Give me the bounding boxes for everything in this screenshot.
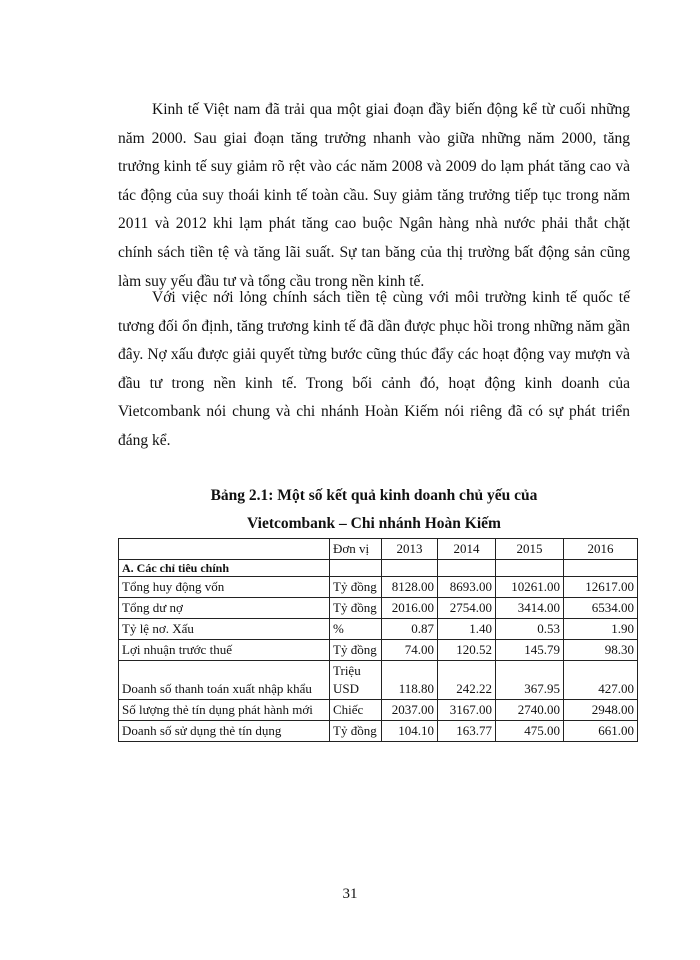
row-label: Số lượng thẻ tín dụng phát hành mới [119, 700, 330, 721]
row-value: 120.52 [438, 640, 496, 661]
table-row [119, 700, 638, 721]
row-value: 163.77 [438, 721, 496, 742]
table-row [119, 619, 638, 640]
row-value: 1.40 [438, 619, 496, 640]
row-unit: Tỷ đồng [330, 577, 382, 598]
row-label: Tỷ lệ nơ. Xấu [119, 619, 330, 640]
row-value: 2740.00 [496, 700, 564, 721]
page-number: 31 [342, 886, 358, 902]
row-value: 2037.00 [382, 700, 438, 721]
row-value: 104.10 [382, 721, 438, 742]
row-value: 475.00 [496, 721, 564, 742]
row-value: 3167.00 [438, 700, 496, 721]
header-year-2014: 2014 [438, 539, 496, 560]
paragraph-1: Kinh tế Việt nam đã trải qua một giai đoạn đầy biến động kể từ cuối những năm 2000. Sau giai đoạn tăng trưởng nhanh vào giữa những năm 2000, tăng trưởng kinh tế suy giảm rõ rệt vào các năm 2008 và 2009 do lạm phát tăng cao và tác động của suy thoái kinh tế toàn cầu. Suy giảm tăng trưởng tiếp tục trong năm 2011 và 2012 khi lạm phát tăng cao buộc Ngân hàng nhà nước phải thắt chặt chính sách tiền tệ và tăng lãi suất. Sự tan băng của thị trường bất động sản cũng làm suy yếu đầu tư và tổng cầu trong nền kinh tế. [118, 101, 630, 290]
header-year-2016: 2016 [564, 539, 638, 560]
row-unit: Tỷ đồng [330, 640, 382, 661]
table-caption-line-1: Bảng 2.1: Một số kết quả kinh doanh chủ yếu của [210, 487, 538, 504]
row-value: 661.00 [564, 721, 638, 742]
row-value: 118.80 [382, 661, 438, 700]
row-value: 6534.00 [564, 598, 638, 619]
row-unit: Tỷ đồng [330, 598, 382, 619]
row-label: Doanh số sử dụng thẻ tín dụng [119, 721, 330, 742]
section-title: A. Các chỉ tiêu chính [119, 560, 330, 577]
section-row [119, 560, 638, 577]
row-value: 3414.00 [496, 598, 564, 619]
table-row [119, 721, 638, 742]
row-value: 242.22 [438, 661, 496, 700]
table-row [119, 577, 638, 598]
table-row [119, 598, 638, 619]
row-value: 74.00 [382, 640, 438, 661]
table-row [119, 640, 638, 661]
row-value: 2754.00 [438, 598, 496, 619]
header-year-2013: 2013 [382, 539, 438, 560]
row-value: 10261.00 [496, 577, 564, 598]
row-value: 145.79 [496, 640, 564, 661]
table-row [119, 661, 638, 700]
row-value: 1.90 [564, 619, 638, 640]
row-value: 8128.00 [382, 577, 438, 598]
row-label: Tổng huy động vốn [119, 577, 330, 598]
table-header-row [119, 539, 638, 560]
table-caption-line-2: Vietcombank – Chi nhánh Hoàn Kiếm [247, 515, 501, 532]
row-unit: Chiếc [330, 700, 382, 721]
row-value: 8693.00 [438, 577, 496, 598]
row-value: 98.30 [564, 640, 638, 661]
header-year-2015: 2015 [496, 539, 564, 560]
row-value: 427.00 [564, 661, 638, 700]
header-unit: Đơn vị [330, 539, 382, 560]
business-results-table [118, 538, 638, 742]
row-value: 0.87 [382, 619, 438, 640]
row-value: 2948.00 [564, 700, 638, 721]
row-label: Lợi nhuận trước thuế [119, 640, 330, 661]
row-unit: Tỷ đồng [330, 721, 382, 742]
row-value: 12617.00 [564, 577, 638, 598]
row-unit: % [330, 619, 382, 640]
row-label: Doanh số thanh toán xuất nhập khẩu [119, 661, 330, 700]
row-value: 2016.00 [382, 598, 438, 619]
row-value: 0.53 [496, 619, 564, 640]
row-unit: Triệu USD [330, 661, 382, 700]
header-label-cell [119, 539, 330, 560]
paragraph-2: Với việc nới lỏng chính sách tiền tệ cùng với môi trường kinh tế quốc tế tương đối ổn định, tăng trương kinh tế đã dần được phục hồi trong những năm gần đây. Nợ xấu được giải quyết từng bước cũng thúc đẩy các hoạt động vay mượn và đầu tư trong nền kinh tế. Trong bối cảnh đó, hoạt động kinh doanh của Vietcombank nói chung và chi nhánh Hoàn Kiếm nói riêng đã có sự phát triển đáng kể. [118, 289, 630, 449]
row-label: Tổng dư nợ [119, 598, 330, 619]
row-value: 367.95 [496, 661, 564, 700]
